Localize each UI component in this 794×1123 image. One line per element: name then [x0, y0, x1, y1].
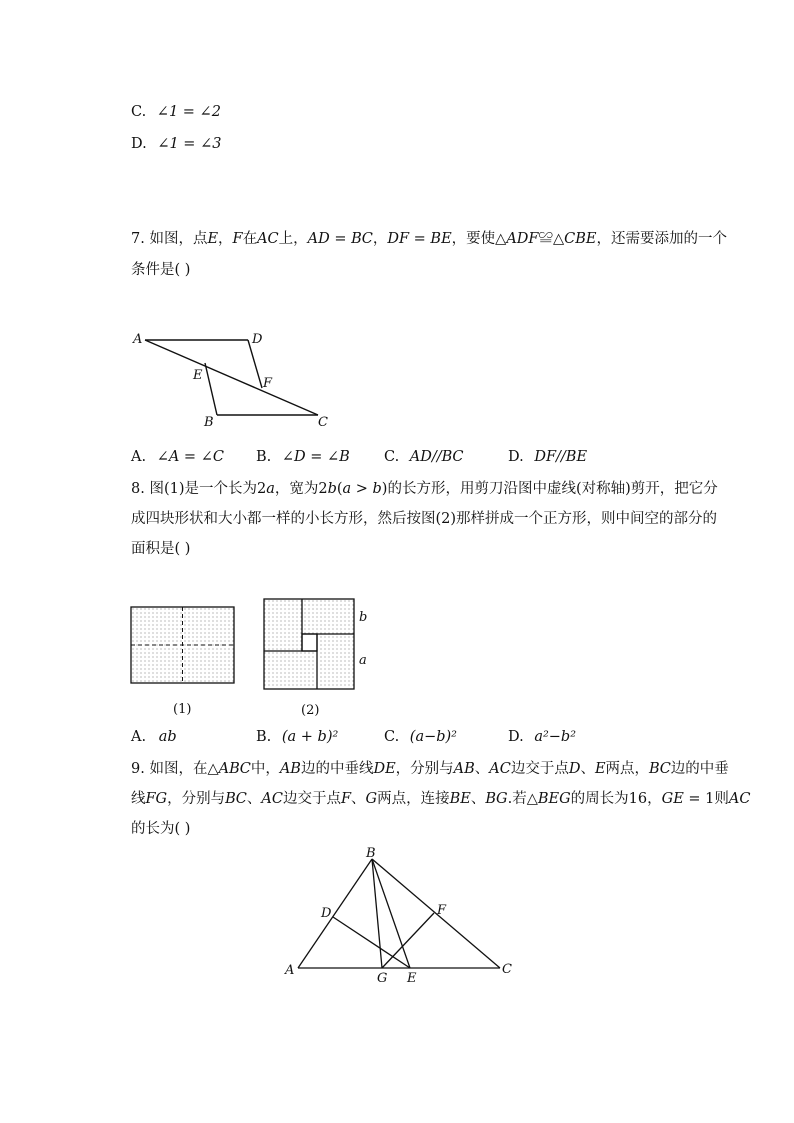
segment-de [333, 917, 410, 968]
label-f: F [437, 903, 447, 918]
option-label: B. [256, 449, 272, 465]
option-text: 𝐷𝐹//𝐵𝐸 [534, 449, 588, 465]
option-label: C. [384, 449, 400, 465]
label-a-side: a [359, 653, 367, 668]
label-b-side: b [359, 610, 368, 625]
option-c-prev [131, 102, 221, 122]
label-c: C [502, 962, 512, 977]
option-label: C. [384, 729, 400, 745]
option-label: D. [508, 729, 524, 745]
caption-figure-2: (2) [301, 703, 320, 718]
segment-fg [382, 913, 434, 968]
q8-option-a [131, 727, 177, 747]
segment-bg [372, 859, 382, 968]
q8-stem-line-2: 成四块形状和大小都一样的小长方形，然后按图(2)那样拼成一个正方形，则中间空的部分的 [131, 511, 718, 527]
segment-ac [145, 340, 318, 415]
option-text: (𝑎 + 𝑏)² [281, 729, 339, 745]
option-text: ∠1 = ∠3 [157, 136, 222, 152]
figure-2-square [264, 599, 354, 689]
option-text: ∠𝐴 = ∠𝐶 [156, 449, 224, 465]
label-e: E [193, 368, 203, 383]
option-label: D. [131, 136, 147, 152]
q9-stem-line-2: 线𝐹𝐺，分别与𝐵𝐶、𝐴𝐶边交于点𝐹、𝐺两点，连接𝐵𝐸、𝐵𝐺.若△𝐵𝐸𝐺的周长为16，𝐺𝐸 = 1则𝐴𝐶 [131, 791, 751, 807]
label-a: A [133, 332, 143, 347]
option-label: D. [508, 449, 524, 465]
label-f: F [263, 376, 273, 391]
q7-option-b [256, 447, 350, 467]
option-d-prev [131, 134, 221, 154]
option-text: (𝑎−𝑏)² [409, 729, 457, 745]
q8-stem-line-1: 8. 图(1)是一个长为2𝑎，宽为2𝑏(𝑎 > 𝑏)的长方形，用剪刀沿图中虚线(对称轴)剪开，把它分 [131, 481, 718, 497]
label-b: B [366, 846, 376, 861]
label-e: E [407, 971, 417, 986]
q7-option-c [384, 447, 463, 467]
q8-figure [128, 596, 378, 726]
label-g: G [377, 971, 388, 986]
label-a: A [285, 963, 295, 978]
segment-df [248, 340, 262, 388]
q9-figure [283, 845, 523, 985]
q7-stem-line-1: 7. 如图，点𝐸，𝐹在𝐴𝐶上，𝐴𝐷 = 𝐵𝐶，𝐷𝐹 = 𝐵𝐸，要使△𝐴𝐷𝐹≌△𝐶𝐵𝐸，还需要添加的一个 [131, 231, 727, 247]
label-b: B [204, 415, 214, 430]
q7-option-d [508, 447, 587, 467]
q8-stem-line-3: 面积是( ) [131, 541, 191, 557]
caption-figure-1: (1) [173, 702, 192, 717]
q7-stem-line-2: 条件是( ) [131, 262, 191, 278]
q8-option-d [508, 727, 576, 747]
q9-stem-line-3: 的长为( ) [131, 821, 191, 837]
option-text: 𝑎²−𝑏² [534, 729, 577, 745]
option-label: A. [131, 449, 147, 465]
segment-ab [298, 859, 372, 968]
q7-option-a [131, 447, 224, 467]
option-label: A. [131, 729, 147, 745]
q8-option-c [384, 727, 457, 747]
label-d: D [252, 332, 263, 347]
q9-stem-line-1: 9. 如图，在△𝐴𝐵𝐶中，𝐴𝐵边的中垂线𝐷𝐸，分别与𝐴𝐵、𝐴𝐶边交于点𝐷、𝐸两点，𝐵𝐶边的中垂 [131, 761, 729, 777]
q8-option-b [256, 727, 338, 747]
option-text: 𝐴𝐷//𝐵𝐶 [409, 449, 464, 465]
option-label: C. [131, 104, 147, 120]
option-label: B. [256, 729, 272, 745]
option-text: ∠1 = ∠2 [156, 104, 221, 120]
label-d: D [321, 906, 332, 921]
q7-figure [130, 328, 330, 428]
label-c: C [318, 415, 328, 430]
figure-1-rectangle [131, 607, 234, 683]
option-text: ∠𝐷 = ∠𝐵 [281, 449, 350, 465]
option-text: 𝑎𝑏 [158, 729, 177, 745]
